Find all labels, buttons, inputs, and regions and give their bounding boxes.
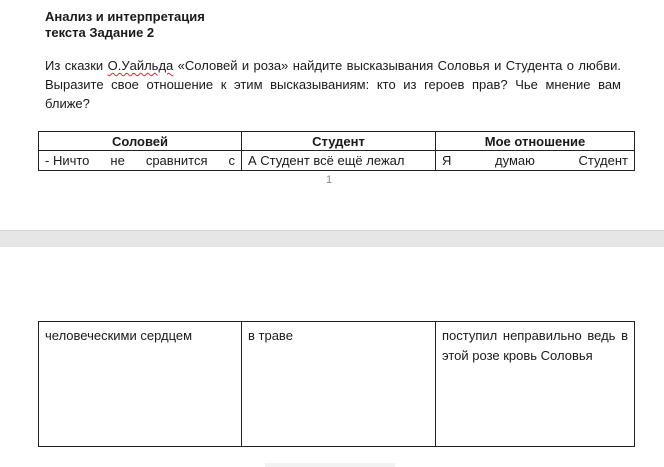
page-gap — [0, 230, 664, 248]
author-name: О.Уайльда — [107, 58, 174, 73]
cell-student: А Студент всё ещё лежал — [242, 151, 436, 171]
cell-my-opinion: поступил неправильно ведь в этой розе кровь Соловья — [436, 322, 635, 447]
cell-word: сравнится — [145, 153, 208, 168]
task-rest: «Соловей и роза» найдите высказывания Соловья и Студента о любви. Выразите свое отношение к этим высказываниям: кто из героев прав? Чье мнение вам ближе? — [45, 58, 621, 111]
header-nightingale: Соловей — [39, 132, 242, 151]
answer-table-top — [38, 131, 635, 171]
header-my-opinion: Мое отношение — [436, 132, 635, 151]
title-line-1: Анализ и интерпретация — [45, 9, 205, 24]
table-row — [39, 151, 635, 171]
cell-student: в траве — [242, 322, 436, 447]
cell-word: думаю — [495, 153, 535, 168]
cell-nightingale: человеческими сердцем — [39, 322, 242, 447]
answer-table-bottom — [38, 321, 635, 447]
cell-word: с — [228, 153, 235, 168]
cell-word: Студент — [578, 153, 628, 168]
header-student: Студент — [242, 132, 436, 151]
task-text — [45, 56, 621, 113]
table-header-row — [39, 132, 635, 151]
task-prefix: Из сказки — [45, 58, 108, 73]
table-row — [39, 322, 635, 447]
cell-word: - Ничто — [45, 153, 90, 168]
cell-nightingale — [39, 151, 242, 171]
cell-word: Я — [442, 153, 452, 168]
page-edge — [265, 463, 395, 467]
page-number: 1 — [326, 174, 333, 186]
document-title — [45, 9, 205, 41]
cell-word: не — [110, 153, 125, 168]
cell-my-opinion — [436, 151, 635, 171]
title-line-2: текста Задание 2 — [45, 25, 155, 40]
